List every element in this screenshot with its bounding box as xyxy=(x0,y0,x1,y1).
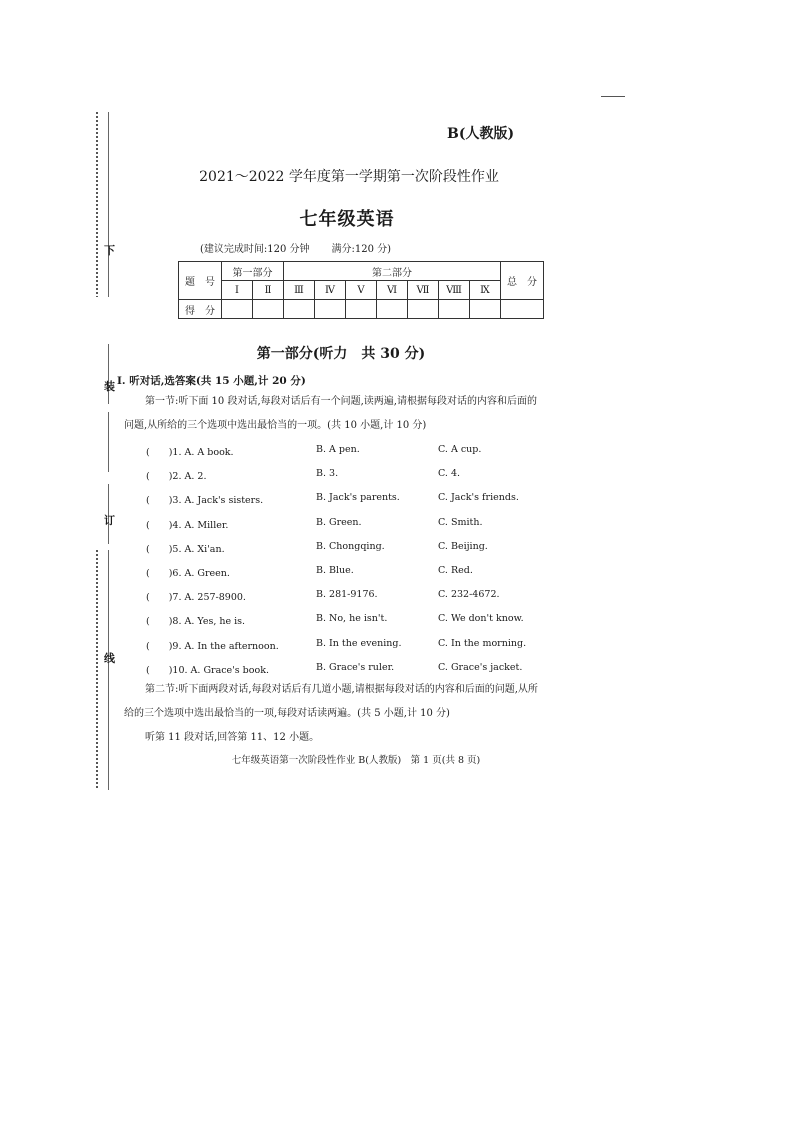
option-c: C. Grace's jacket. xyxy=(438,661,523,673)
part1-header: 第一部分 xyxy=(222,262,284,281)
option-a: ( )5. A. Xi'an. xyxy=(146,543,225,555)
edition-label: B(人教版) xyxy=(447,126,515,142)
section1-heading: Ⅰ. 听对话,选答案(共 15 小题,计 20 分) xyxy=(117,375,306,387)
instruction-line: 第一节:听下面 10 段对话,每段对话后有一个问题,读两遍,请根据每段对话的内容和后面的 xyxy=(145,396,537,407)
binding-line xyxy=(108,112,109,297)
numeral-cell: Ⅰ xyxy=(222,281,253,300)
exam-title: 七年级英语 xyxy=(299,209,395,230)
option-a: ( )4. A. Miller. xyxy=(146,519,229,531)
numeral-cell: Ⅶ xyxy=(408,281,439,300)
option-b: B. In the evening. xyxy=(316,637,402,649)
option-c: C. 4. xyxy=(438,468,461,480)
option-c: C. A cup. xyxy=(438,444,482,455)
option-b: B. Jack's parents. xyxy=(316,492,400,504)
exam-hint xyxy=(200,240,413,255)
numeral-cell: Ⅱ xyxy=(253,281,284,300)
numeral-cell: Ⅷ xyxy=(439,281,470,300)
option-a: ( )8. A. Yes, he is. xyxy=(146,616,246,628)
full-score-hint: 满分:120 分) xyxy=(331,244,392,255)
score-cell xyxy=(284,300,315,319)
instruction-line: 第二节:听下面两段对话,每段对话后有几道小题,请根据每段对话的内容和后面的问题,从所 xyxy=(145,684,538,695)
binding-line xyxy=(108,412,109,472)
part2-header: 第二部分 xyxy=(284,262,501,281)
binding-char: 下 xyxy=(104,244,115,257)
option-b: B. 281-9176. xyxy=(316,589,378,601)
time-hint: (建议完成时间:120 分钟 xyxy=(200,244,310,255)
top-dash xyxy=(601,96,625,97)
option-a: ( )3. A. Jack's sisters. xyxy=(146,495,264,507)
option-a: ( )7. A. 257-8900. xyxy=(146,592,246,604)
option-b: B. Green. xyxy=(316,516,362,528)
option-c: C. We don't know. xyxy=(438,613,524,625)
numeral-cell: Ⅳ xyxy=(315,281,346,300)
option-b: B. Grace's ruler. xyxy=(316,661,395,673)
dotted-cut-line xyxy=(96,112,98,297)
score-cell xyxy=(501,300,544,319)
instruction-line: 问题,从所给的三个选项中选出最恰当的一项。(共 10 小题,计 10 分) xyxy=(124,420,427,431)
option-b: B. 3. xyxy=(316,468,339,480)
node2-instruction xyxy=(124,678,565,726)
option-c: C. Smith. xyxy=(438,516,483,528)
numeral-cell: Ⅴ xyxy=(346,281,377,300)
part1-heading: 第一部分(听力 共 30 分) xyxy=(256,346,426,362)
score-cell xyxy=(470,300,501,319)
binding-margin xyxy=(90,112,115,792)
dotted-cut-line xyxy=(96,550,98,790)
total-score-header: 总 分 xyxy=(501,262,544,300)
binding-line xyxy=(108,550,109,790)
option-a: ( )6. A. Green. xyxy=(146,568,230,579)
score-cell xyxy=(315,300,346,319)
binding-char: 装 xyxy=(104,380,115,393)
option-c: C. 232-4672. xyxy=(438,589,500,601)
dialog11-instruction: 听第 11 段对话,回答第 11、12 小题。 xyxy=(145,732,320,743)
option-a: ( )1. A. A book. xyxy=(146,447,234,458)
binding-char: 线 xyxy=(104,652,115,665)
exam-subtitle: 2021～2022 学年度第一学期第一次阶段性作业 xyxy=(199,169,499,185)
option-c: C. Beijing. xyxy=(438,540,488,552)
option-c: C. Jack's friends. xyxy=(438,492,519,504)
score-cell xyxy=(408,300,439,319)
score-cell xyxy=(253,300,284,319)
option-b: B. No, he isn't. xyxy=(316,613,388,625)
option-c: C. In the morning. xyxy=(438,637,527,649)
option-a: ( )10. A. Grace's book. xyxy=(146,664,269,676)
score-cell xyxy=(377,300,408,319)
numeral-cell: Ⅸ xyxy=(470,281,501,300)
binding-line xyxy=(108,344,109,404)
score-cell xyxy=(439,300,470,319)
option-c: C. Red. xyxy=(438,565,473,576)
option-a: ( )2. A. 2. xyxy=(146,471,207,483)
option-b: B. Blue. xyxy=(316,565,354,576)
binding-char: 订 xyxy=(104,514,115,527)
score-table xyxy=(178,261,544,319)
option-b: B. Chongqing. xyxy=(316,540,385,552)
option-a: ( )9. A. In the afternoon. xyxy=(146,640,279,652)
instruction-line: 给的三个选项中选出最恰当的一项,每段对话读两遍。(共 5 小题,计 10 分) xyxy=(124,708,450,719)
node1-instruction xyxy=(124,390,565,438)
numeral-cell: Ⅵ xyxy=(377,281,408,300)
score-cell xyxy=(222,300,253,319)
numeral-cell: Ⅲ xyxy=(284,281,315,300)
page-footer: 七年级英语第一次阶段性作业 B(人教版) 第 1 页(共 8 页) xyxy=(231,755,481,766)
score-row-label: 得 分 xyxy=(179,300,222,319)
score-cell xyxy=(346,300,377,319)
question-number-label: 题 号 xyxy=(179,262,222,300)
option-b: B. A pen. xyxy=(316,444,360,455)
